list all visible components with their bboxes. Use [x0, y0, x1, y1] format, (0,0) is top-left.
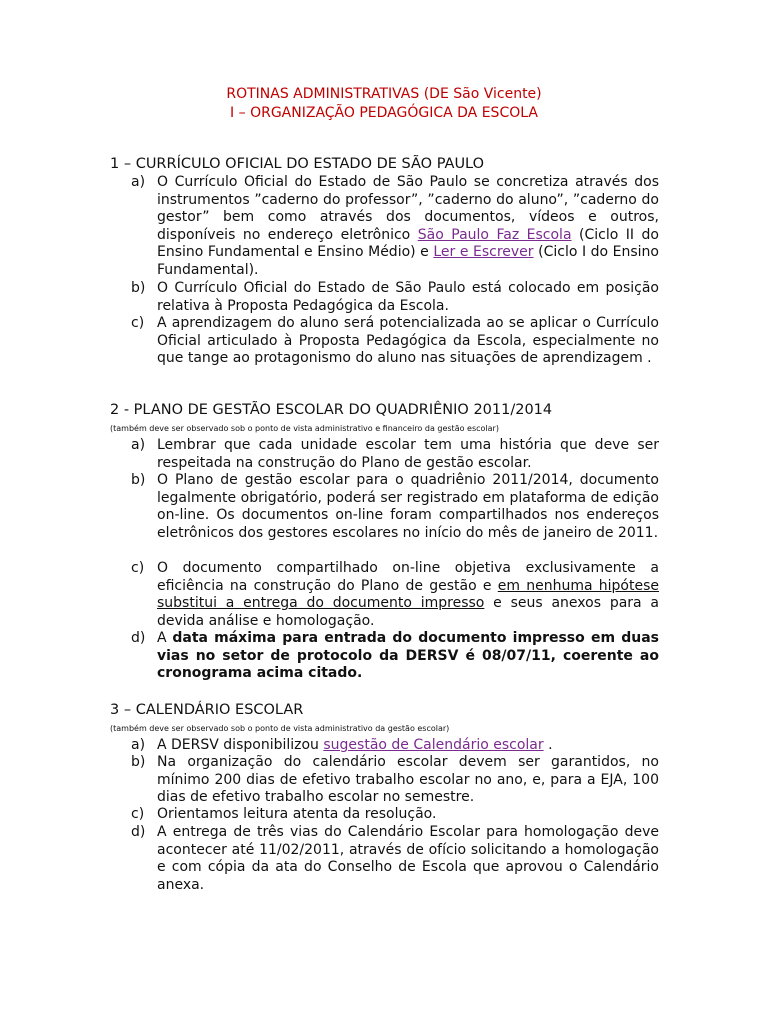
item-text: Lembrar que cada unidade escolar tem uma história que deve ser respeitada na construção do Plano de gestão escolar. [157, 437, 659, 471]
underlined-text: em nenhuma hipótese substitui a entrega do documento impresso [157, 577, 659, 611]
bold-deadline-text: data máxima para entrada do documento impresso em duas vias no setor de protocolo da DERSV é 08/07/11, coerente ao cronograma acima citado. [157, 630, 659, 681]
section-2-item-d [131, 630, 659, 683]
item-text: A data máxima para entrada do documento impresso em duas vias no setor de protocolo da DERSV é 08/07/11, coerente ao cronograma acima citado. [157, 630, 659, 681]
section-3-item-d [131, 824, 659, 894]
item-label: d) [131, 824, 146, 840]
item-label: b) [131, 472, 146, 488]
item-label: c) [131, 560, 145, 576]
section-3-note: (também deve ser observado sob o ponto de vista administrativo da gestão escolar) [110, 724, 450, 733]
section-2-item-a [131, 437, 659, 472]
section-1-item-b [131, 280, 659, 315]
document-title: ROTINAS ADMINISTRATIVAS (DE São Vicente) [226, 86, 542, 102]
item-label: a) [131, 174, 146, 190]
section-1-item-c [131, 315, 659, 368]
section-3-heading: 3 – CALENDÁRIO ESCOLAR [110, 702, 304, 718]
item-text: O Currículo Oficial do Estado de São Paulo está colocado em posição relativa à Proposta Pedagógica da Escola. [157, 280, 659, 314]
item-label: c) [131, 806, 145, 822]
document-subtitle: I – ORGANIZAÇÃO PEDAGÓGICA DA ESCOLA [230, 105, 538, 121]
section-1-item-a [131, 174, 659, 279]
item-text: O documento compartilhado on-line objetiva exclusivamente a eficiência na construção do Plano de gestão e em nenhuma hipótese substitui a entrega do documento impresso e seus anexos para a devida análise e homologação. [157, 560, 660, 629]
ler-e-escrever-link[interactable]: Ler e Escrever [433, 244, 534, 260]
section-1-heading: 1 – CURRÍCULO OFICIAL DO ESTADO DE SÃO PAULO [110, 156, 485, 172]
section-2-item-b [131, 472, 659, 542]
item-label: b) [131, 280, 146, 296]
item-label: a) [131, 737, 146, 753]
item-label: d) [131, 630, 146, 646]
section-3-item-a [131, 737, 659, 755]
item-text: A DERSV disponibilizou sugestão de Calendário escolar . [157, 737, 553, 753]
section-2-item-c [131, 560, 659, 630]
item-label: c) [131, 315, 145, 331]
item-text: Orientamos leitura atenta da resolução. [157, 806, 437, 822]
item-text: O Plano de gestão escolar para o quadriênio 2011/2014, documento legalmente obrigatório, poderá ser registrado em plataforma de edição on-line. Os documentos on-line foram compartilhados nos endereços eletrônicos dos gestores escolares no início do mês de janeiro de 2011. [157, 472, 659, 541]
item-label: a) [131, 437, 146, 453]
item-text: A aprendizagem do aluno será potencializada ao se aplicar o Currículo Oficial articulado à Proposta Pedagógica da Escola, especialmente no que tange ao protagonismo do aluno nas situações de aprendizagem . [157, 315, 659, 366]
item-text: A entrega de três vias do Calendário Escolar para homologação deve acontecer até 11/02/2011, através de ofício solicitando a homologação e com cópia da ata do Conselho de Escola que aprovou o Calendário anexa. [157, 824, 659, 893]
section-2-note: (também deve ser observado sob o ponto de vista administrativo e financeiro da gestão escolar) [110, 424, 499, 433]
calendario-escolar-link[interactable]: sugestão de Calendário escolar [323, 737, 544, 753]
section-2-heading: 2 - PLANO DE GESTÃO ESCOLAR DO QUADRIÊNIO 2011/2014 [110, 402, 553, 418]
section-3-item-b [131, 754, 659, 807]
item-text: Na organização do calendário escolar devem ser garantidos, no mínimo 200 dias de efetivo trabalho escolar no ano, e, para a EJA, 100 dias de efetivo trabalho escolar no semestre. [157, 754, 659, 805]
item-text: O Currículo Oficial do Estado de São Paulo se concretiza através dos instrumentos ”caderno do professor”, ”caderno do aluno”, ”caderno do gestor” bem como através dos documentos, vídeos e outros, disponíveis no endereço eletrônico São Paulo Faz Escola (Ciclo II do Ensino Fundamental e Ensino Médio) e Ler e Escrever (Ciclo I do Ensino Fundamental). [157, 174, 659, 278]
section-3-item-c [131, 806, 659, 824]
sao-paulo-faz-escola-link[interactable]: São Paulo Faz Escola [417, 226, 572, 243]
item-label: b) [131, 754, 146, 770]
